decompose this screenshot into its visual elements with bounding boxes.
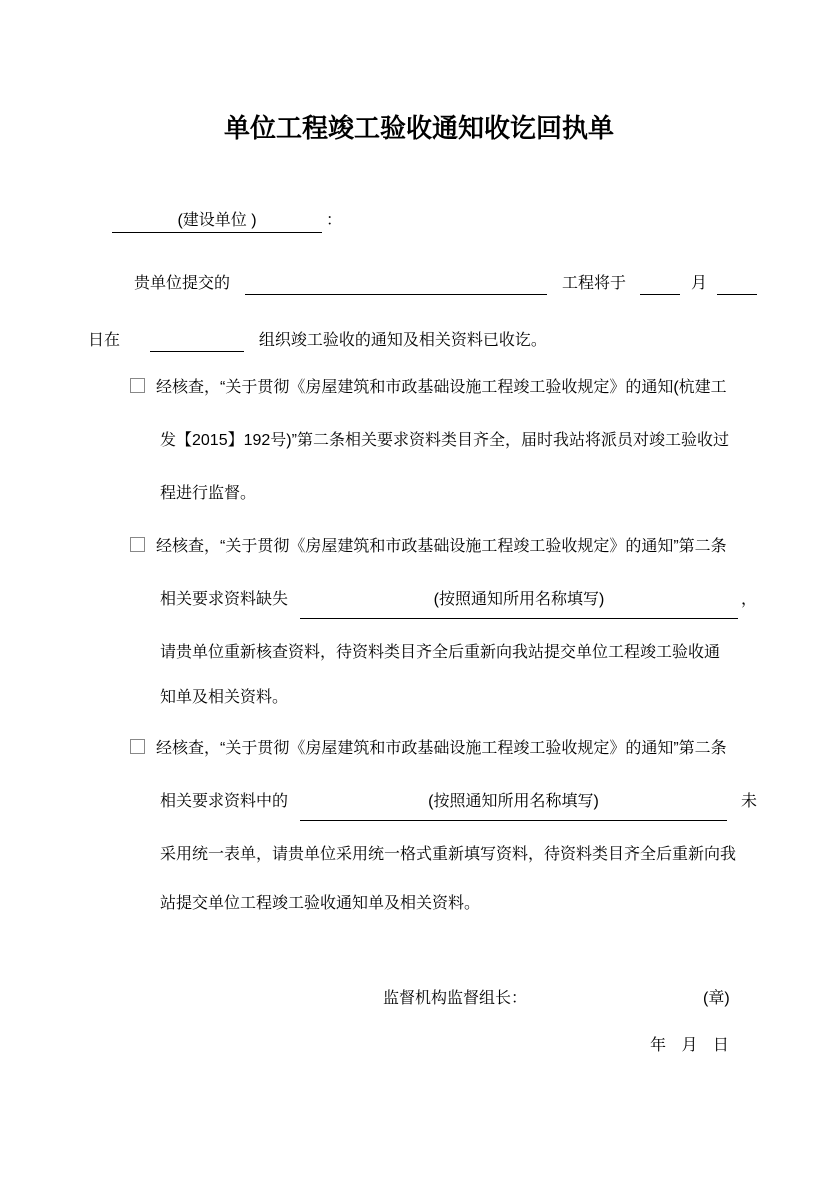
option-1-text: 经核查，“关于贯彻《房屋建筑和市政基础设施工程竣工验收规定》的通知(杭建工: [156, 379, 727, 396]
project-name-blank-field[interactable]: [245, 273, 547, 295]
option-2-blank-suffix: ，: [740, 591, 757, 608]
option-1-text-end: 程进行监督。: [160, 485, 257, 502]
project-will-label: 工程将于: [561, 275, 626, 292]
materials-name-blank-field[interactable]: [300, 791, 727, 821]
month-label: 月: [690, 275, 707, 292]
organizer-blank-field[interactable]: [150, 330, 244, 352]
option-2-line-1: [130, 536, 727, 558]
option-3-text-cont: 采用统一表单，请贵单位采用统一格式重新填写资料，待资料类目齐全后重新向我: [160, 846, 737, 863]
option-3-checkbox[interactable]: [130, 739, 145, 754]
blank-hint-label-2: (按照通知所用名称填写): [428, 793, 599, 810]
salutation-colon: ：: [326, 212, 343, 229]
option-3-line-4: [160, 893, 480, 915]
option-2-text-cont: 请贵单位重新核查资料，待资料类目齐全后重新向我站提交单位工程竣工验收通: [160, 644, 721, 661]
option-3-text-end: 站提交单位工程竣工验收通知单及相关资料。: [160, 895, 481, 912]
option-1-line-2: [160, 430, 729, 452]
option-2-line-4: [160, 687, 288, 709]
option-3-blank-row: [160, 791, 757, 821]
option-3-blank-prefix: 相关要求资料中的: [160, 793, 289, 810]
option-1-line-1: [130, 377, 727, 399]
blank-hint-label: (按照通知所用名称填写): [433, 591, 605, 608]
option-3-line-3: [160, 844, 736, 866]
page-title: 单位工程竣工验收通知收讫回执单: [223, 113, 614, 143]
option-2-text: 经核查，“关于贯彻《房屋建筑和市政基础设施工程竣工验收规定》的通知”第二条: [156, 538, 727, 555]
option-2-checkbox[interactable]: [130, 537, 145, 552]
option-3-line-1: [130, 738, 727, 760]
option-2-blank-prefix: 相关要求资料缺失: [160, 591, 289, 608]
salutation-row: [112, 210, 342, 233]
date-label: 年 月 日: [650, 1037, 729, 1054]
signature-leader-label: 监督机构监督组长：: [383, 990, 528, 1007]
option-2-blank-row: [160, 589, 757, 619]
month-value-blank-field[interactable]: [640, 273, 680, 295]
submitted-prefix-label: 贵单位提交的: [134, 275, 231, 292]
seal-label: (章): [703, 990, 730, 1007]
option-3-text: 经核查，“关于贯彻《房屋建筑和市政基础设施工程竣工验收规定》的通知”第二条: [156, 740, 727, 757]
option-1-checkbox[interactable]: [130, 378, 145, 393]
option-3-blank-suffix: 未: [740, 793, 757, 810]
intro-line-2: [88, 330, 547, 352]
day-in-label: 日在: [88, 332, 121, 349]
intro-line-1: [134, 273, 757, 295]
option-2-line-3: [160, 642, 720, 664]
option-2-text-end: 知单及相关资料。: [160, 689, 289, 706]
day-value-blank-field[interactable]: [717, 273, 757, 295]
materials-missing-blank-field[interactable]: [300, 589, 738, 619]
option-1-line-3: [160, 483, 256, 505]
received-text-label: 组织竣工验收的通知及相关资料已收讫。: [258, 332, 547, 349]
construction-unit-blank-field[interactable]: [112, 210, 322, 233]
construction-unit-label: (建设单位 ): [177, 212, 257, 229]
option-1-text-cont: 发【2015】192号)”第二条相关要求资料类目齐全，届时我站将派员对竣工验收过: [160, 432, 729, 449]
